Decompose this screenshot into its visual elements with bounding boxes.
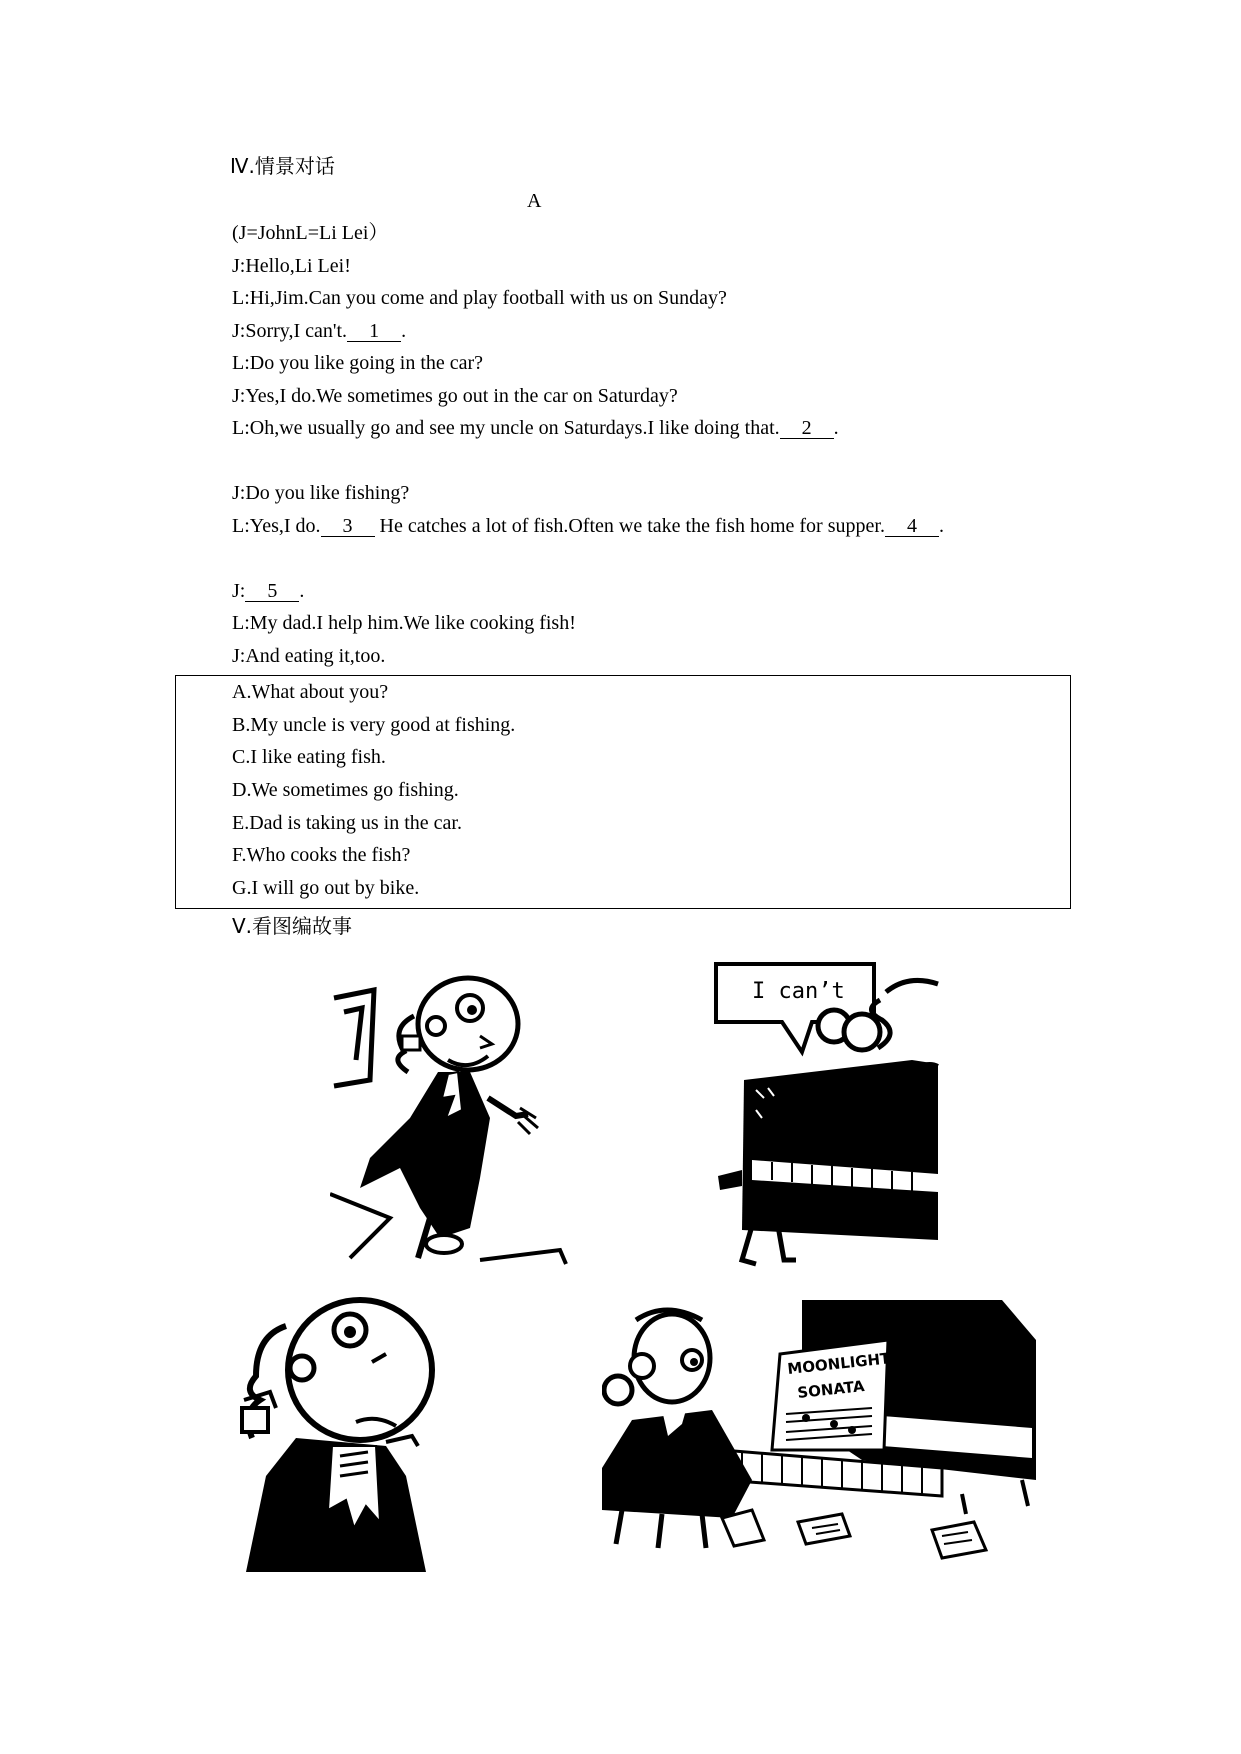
- dialogue-text: He catches a lot of fish.Often we take the fish home for supper.: [374, 515, 885, 537]
- answer-blank-3[interactable]: 3: [321, 516, 375, 537]
- dialogue-line-11: J:And eating it,too.: [232, 645, 386, 667]
- dialogue-line-2: L:Hi,Jim.Can you come and play football with us on Sunday?: [232, 287, 727, 309]
- dialogue-line-8: [232, 514, 944, 538]
- dialogue-text: J:: [232, 580, 246, 602]
- option-b: B.My uncle is very good at fishing.: [232, 714, 516, 736]
- dialogue-text: L:Oh,we usually go and see my uncle on Saturdays.I like doing that.: [232, 417, 780, 439]
- dialogue-line-7: J:Do you like fishing?: [232, 482, 410, 504]
- option-c: C.I like eating fish.: [232, 746, 386, 768]
- comic-panel-4: [602, 1300, 1036, 1578]
- section-4-title: Ⅳ.情景对话: [230, 154, 335, 178]
- answer-blank-1[interactable]: 1: [347, 321, 401, 342]
- dialogue-text: J:Sorry,I can't.: [232, 320, 348, 342]
- option-d: D.We sometimes go fishing.: [232, 779, 459, 801]
- dialogue-line-4: L:Do you like going in the car?: [232, 352, 484, 374]
- dialogue-line-3: [232, 319, 406, 343]
- answer-blank-4[interactable]: 4: [885, 516, 939, 537]
- option-a: A.What about you?: [232, 681, 389, 703]
- cast-line: (J=JohnL=Li Lei）: [232, 222, 389, 244]
- comic-panel-3: [236, 1296, 446, 1576]
- option-f: F.Who cooks the fish?: [232, 844, 411, 866]
- option-e: E.Dad is taking us in the car.: [232, 812, 462, 834]
- sheet-music-title-line2: SONATA: [796, 1377, 866, 1402]
- option-g: G.I will go out by bike.: [232, 877, 420, 899]
- dialogue-line-9: [232, 579, 304, 603]
- answer-blank-5[interactable]: 5: [245, 581, 299, 602]
- dialogue-text: L:Yes,I do.: [232, 515, 321, 537]
- dialogue-line-5: J:Yes,I do.We sometimes go out in the car on Saturday?: [232, 385, 678, 407]
- options-box: [175, 675, 1071, 909]
- speech-bubble-text: I can’t: [752, 979, 845, 1004]
- dialogue-line-6: [232, 416, 839, 440]
- section-5-title: Ⅴ.看图编故事: [232, 914, 353, 938]
- dialogue-text: .: [299, 580, 305, 602]
- dialogue-text: .: [938, 515, 944, 537]
- part-label: A: [527, 190, 542, 212]
- dialogue-text: .: [401, 320, 407, 342]
- answer-blank-2[interactable]: 2: [780, 418, 834, 439]
- comic-panel-2: [712, 960, 942, 1270]
- dialogue-text: .: [833, 417, 839, 439]
- sheet-music-title-line1: MOONLIGHT: [786, 1349, 892, 1378]
- dialogue-line-10: L:My dad.I help him.We like cooking fish!: [232, 612, 576, 634]
- comic-panel-1: [330, 968, 570, 1268]
- dialogue-line-1: J:Hello,Li Lei!: [232, 255, 351, 277]
